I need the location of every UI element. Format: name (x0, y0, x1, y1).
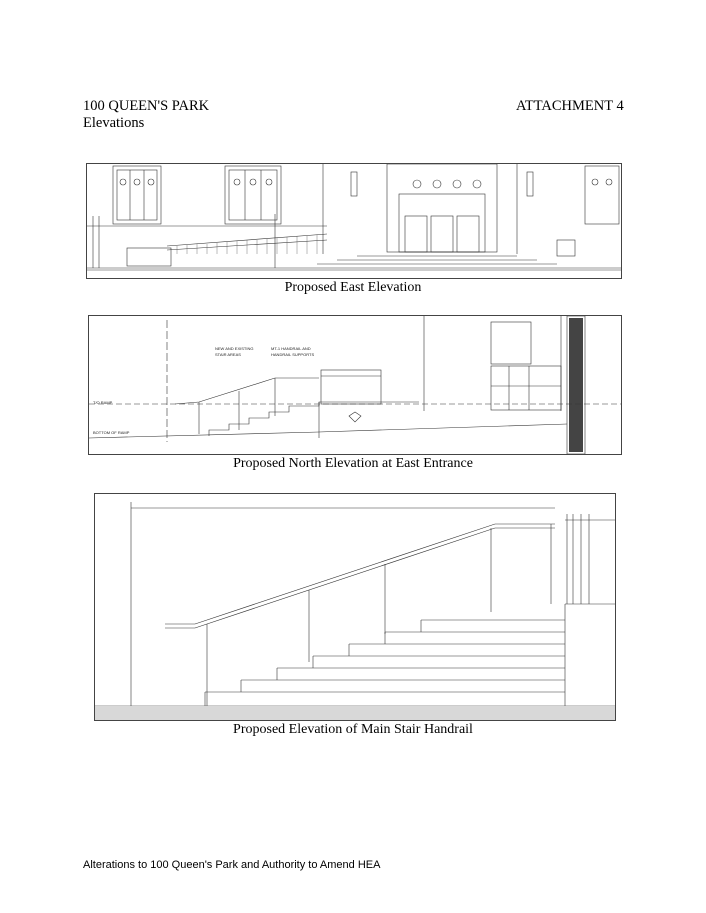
svg-text:MT-1 HANDRAIL AND: MT-1 HANDRAIL AND (271, 346, 311, 351)
east-elevation-drawing (86, 163, 622, 279)
attachment-label: ATTACHMENT 4 (516, 98, 624, 114)
document-address: 100 QUEEN'S PARK (83, 98, 210, 114)
svg-text:NEW AND EXISTING: NEW AND EXISTING (215, 346, 254, 351)
east-elevation-caption: Proposed East Elevation (284, 280, 422, 295)
stair-handrail-caption: Proposed Elevation of Main Stair Handrail (233, 722, 473, 737)
north-elevation-drawing (88, 315, 622, 455)
svg-text:T/O RAMP: T/O RAMP (93, 400, 113, 405)
page-footer: Alterations to 100 Queen's Park and Authority to Amend HEA (83, 859, 381, 871)
north-elevation-caption: Proposed North Elevation at East Entrance (233, 456, 473, 471)
document-subtitle: Elevations (83, 115, 145, 131)
svg-text:HANDRAIL SUPPORTS: HANDRAIL SUPPORTS (271, 352, 315, 357)
svg-text:BOTTOM OF RAMP: BOTTOM OF RAMP (93, 430, 130, 435)
stair-handrail-drawing (94, 493, 616, 721)
svg-text:STAIR AREAS: STAIR AREAS (215, 352, 241, 357)
